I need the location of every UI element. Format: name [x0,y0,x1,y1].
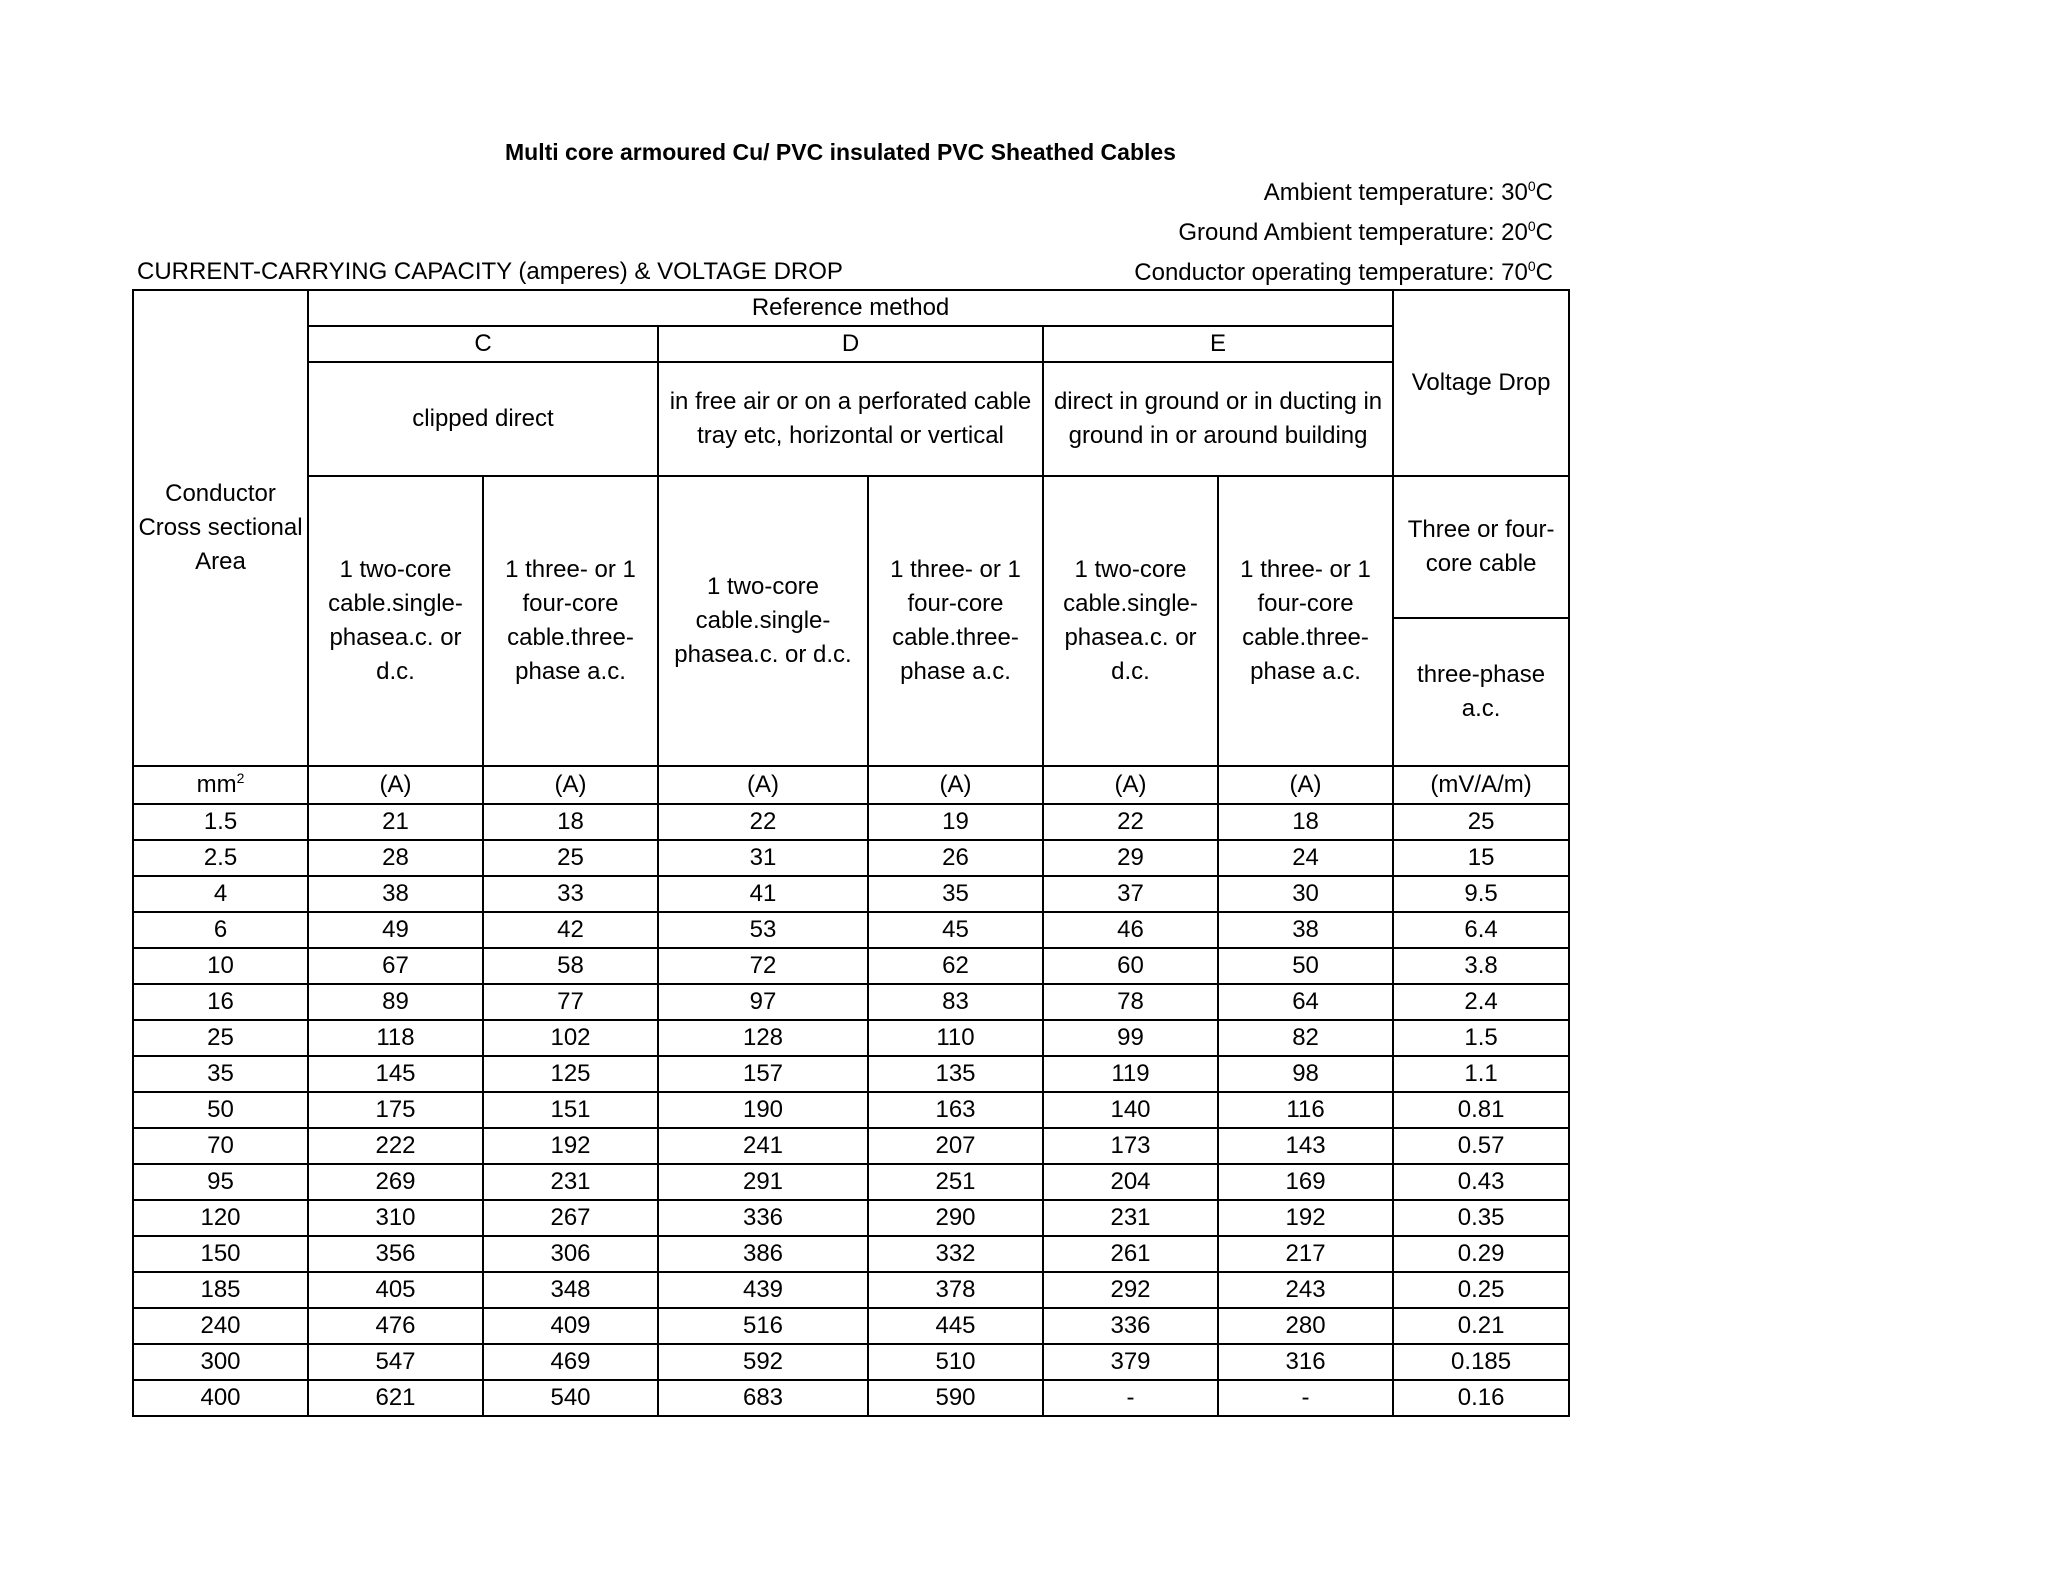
table-row [133,1164,1569,1200]
current-cell: 190 [658,1092,868,1128]
current-cell: 590 [868,1380,1043,1416]
current-cell: 547 [308,1344,483,1380]
voltage-drop-cell: 1.5 [1393,1020,1569,1056]
current-cell: 592 [658,1344,868,1380]
area-cell: 300 [133,1344,308,1380]
current-cell: - [1043,1380,1218,1416]
current-cell: 58 [483,948,658,984]
area-cell: 4 [133,876,308,912]
current-cell: 306 [483,1236,658,1272]
current-cell: 22 [1043,804,1218,840]
voltage-drop-cell: 9.5 [1393,876,1569,912]
voltage-drop-cell: 0.43 [1393,1164,1569,1200]
voltage-drop-cell: 2.4 [1393,984,1569,1020]
current-cell: 251 [868,1164,1043,1200]
current-cell: 192 [1218,1200,1393,1236]
cable-type-header: 1 three- or 1 four-core cable.three-phase a.c. [868,476,1043,766]
voltage-drop-cell: 0.29 [1393,1236,1569,1272]
current-cell: 60 [1043,948,1218,984]
voltage-drop-cell: 0.185 [1393,1344,1569,1380]
reference-method-header: Reference method [308,290,1393,326]
current-cell: 77 [483,984,658,1020]
current-cell: 72 [658,948,868,984]
current-cell: 135 [868,1056,1043,1092]
cable-capacity-table [132,289,1570,1417]
current-cell: 204 [1043,1164,1218,1200]
voltage-drop-cell: 0.35 [1393,1200,1569,1236]
current-cell: 169 [1218,1164,1393,1200]
current-cell: 62 [868,948,1043,984]
current-cell: 516 [658,1308,868,1344]
area-cell: 1.5 [133,804,308,840]
area-cell: 35 [133,1056,308,1092]
current-cell: 98 [1218,1056,1393,1092]
cable-type-header: 1 two-core cable.single-phasea.c. or d.c. [308,476,483,766]
current-cell: 82 [1218,1020,1393,1056]
current-cell: 291 [658,1164,868,1200]
ground-ambient-temperature: Ground Ambient temperature: $20^0C$ [1178,218,1553,246]
current-cell: 445 [868,1308,1043,1344]
current-cell: 26 [868,840,1043,876]
reference-method-row [133,290,1569,326]
current-cell: 316 [1218,1344,1393,1380]
table-row [133,1272,1569,1308]
current-cell: 49 [308,912,483,948]
current-cell: 157 [658,1056,868,1092]
amps-unit: (A) [1043,766,1218,804]
current-cell: 143 [1218,1128,1393,1164]
area-unit: $mm^2$ [133,766,308,804]
voltage-drop-cell: 1.1 [1393,1056,1569,1092]
current-cell: 25 [483,840,658,876]
current-cell: 469 [483,1344,658,1380]
amps-unit: (A) [658,766,868,804]
area-cell: 185 [133,1272,308,1308]
current-cell: 29 [1043,840,1218,876]
current-cell: 31 [658,840,868,876]
current-cell: 110 [868,1020,1043,1056]
current-cell: 378 [868,1272,1043,1308]
current-cell: 510 [868,1344,1043,1380]
voltage-drop-cell: 6.4 [1393,912,1569,948]
table-row [133,1236,1569,1272]
current-cell: 118 [308,1020,483,1056]
units-row [133,766,1569,804]
table-row [133,1380,1569,1416]
table-row [133,912,1569,948]
current-cell: 119 [1043,1056,1218,1092]
current-cell: 207 [868,1128,1043,1164]
area-cell: 6 [133,912,308,948]
area-cell: 70 [133,1128,308,1164]
area-cell: 50 [133,1092,308,1128]
current-cell: 24 [1218,840,1393,876]
current-cell: 145 [308,1056,483,1092]
table-row [133,1020,1569,1056]
method-e-description: direct in ground or in ducting in ground in or around building [1043,362,1393,476]
current-cell: 405 [308,1272,483,1308]
current-cell: 336 [658,1200,868,1236]
current-cell: - [1218,1380,1393,1416]
current-cell: 38 [1218,912,1393,948]
current-cell: 37 [1043,876,1218,912]
voltage-drop-cell: 25 [1393,804,1569,840]
current-cell: 99 [1043,1020,1218,1056]
current-cell: 53 [658,912,868,948]
current-cell: 116 [1218,1092,1393,1128]
current-cell: 269 [308,1164,483,1200]
method-d-description: in free air or on a perforated cable tray etc, horizontal or vertical [658,362,1043,476]
area-cell: 25 [133,1020,308,1056]
amps-unit: (A) [868,766,1043,804]
current-cell: 21 [308,804,483,840]
current-cell: 217 [1218,1236,1393,1272]
current-cell: 18 [1218,804,1393,840]
current-cell: 439 [658,1272,868,1308]
current-cell: 231 [1043,1200,1218,1236]
table-row [133,876,1569,912]
table-row [133,1344,1569,1380]
current-cell: 18 [483,804,658,840]
voltage-drop-header: Voltage Drop [1393,290,1569,476]
voltage-drop-cell: 0.25 [1393,1272,1569,1308]
table-row [133,840,1569,876]
current-cell: 290 [868,1200,1043,1236]
area-cell: 150 [133,1236,308,1272]
current-cell: 192 [483,1128,658,1164]
amps-unit: (A) [308,766,483,804]
current-cell: 476 [308,1308,483,1344]
voltage-drop-cell: 0.81 [1393,1092,1569,1128]
current-cell: 38 [308,876,483,912]
current-cell: 173 [1043,1128,1218,1164]
current-cell: 280 [1218,1308,1393,1344]
current-cell: 50 [1218,948,1393,984]
current-cell: 42 [483,912,658,948]
current-cell: 267 [483,1200,658,1236]
vd-unit: (mV/A/m) [1393,766,1569,804]
method-d-header: D [658,326,1043,362]
current-cell: 128 [658,1020,868,1056]
voltage-drop-cell: 0.21 [1393,1308,1569,1344]
area-cell: 16 [133,984,308,1020]
vd-phase-header: three-phase a.c. [1393,618,1569,766]
current-cell: 332 [868,1236,1043,1272]
voltage-drop-cell: 0.57 [1393,1128,1569,1164]
area-cell: 2.5 [133,840,308,876]
current-cell: 231 [483,1164,658,1200]
voltage-drop-cell: 15 [1393,840,1569,876]
area-cell: 120 [133,1200,308,1236]
current-cell: 292 [1043,1272,1218,1308]
cable-type-header: 1 three- or 1 four-core cable.three-phase a.c. [1218,476,1393,766]
current-cell: 241 [658,1128,868,1164]
table-row [133,1092,1569,1128]
current-cell: 261 [1043,1236,1218,1272]
table-row [133,1200,1569,1236]
area-cell: 400 [133,1380,308,1416]
current-cell: 64 [1218,984,1393,1020]
table-row [133,804,1569,840]
current-cell: 45 [868,912,1043,948]
current-cell: 67 [308,948,483,984]
current-cell: 683 [658,1380,868,1416]
method-e-header: E [1043,326,1393,362]
vd-cable-header: Three or four-core cable [1393,476,1569,618]
current-cell: 97 [658,984,868,1020]
current-cell: 28 [308,840,483,876]
amps-unit: (A) [483,766,658,804]
voltage-drop-cell: 0.16 [1393,1380,1569,1416]
current-cell: 163 [868,1092,1043,1128]
current-cell: 310 [308,1200,483,1236]
method-letter-row [133,326,1569,362]
current-cell: 89 [308,984,483,1020]
current-cell: 386 [658,1236,868,1272]
current-cell: 78 [1043,984,1218,1020]
cable-type-row [133,476,1569,618]
current-cell: 409 [483,1308,658,1344]
current-cell: 140 [1043,1092,1218,1128]
current-cell: 151 [483,1092,658,1128]
current-cell: 175 [308,1092,483,1128]
cable-type-header: 1 three- or 1 four-core cable.three-phase a.c. [483,476,658,766]
current-cell: 41 [658,876,868,912]
area-cell: 95 [133,1164,308,1200]
cable-type-header: 1 two-core cable.single-phasea.c. or d.c. [1043,476,1218,766]
current-cell: 348 [483,1272,658,1308]
area-cell: 240 [133,1308,308,1344]
area-cell: 10 [133,948,308,984]
current-cell: 379 [1043,1344,1218,1380]
conductor-operating-temperature: Conductor operating temperature: $70^0C$ [1134,258,1553,286]
area-header: Conductor Cross sectional Area [133,290,308,766]
table-row [133,1308,1569,1344]
current-cell: 356 [308,1236,483,1272]
current-cell: 33 [483,876,658,912]
voltage-drop-cell: 3.8 [1393,948,1569,984]
page-title: Multi core armoured Cu/ PVC insulated PVC Sheathed Cables [505,139,1176,165]
current-cell: 222 [308,1128,483,1164]
table-row [133,1056,1569,1092]
amps-unit: (A) [1218,766,1393,804]
method-c-header: C [308,326,658,362]
table-row [133,984,1569,1020]
current-cell: 19 [868,804,1043,840]
cable-type-header: 1 two-core cable.single-phasea.c. or d.c. [658,476,868,766]
current-cell: 540 [483,1380,658,1416]
current-cell: 30 [1218,876,1393,912]
table-row [133,1128,1569,1164]
table-caption: CURRENT-CARRYING CAPACITY (amperes) & VOLTAGE DROP [137,258,843,285]
current-cell: 243 [1218,1272,1393,1308]
method-c-description: clipped direct [308,362,658,476]
method-description-row [133,362,1569,476]
current-cell: 621 [308,1380,483,1416]
current-cell: 102 [483,1020,658,1056]
current-cell: 22 [658,804,868,840]
current-cell: 336 [1043,1308,1218,1344]
current-cell: 35 [868,876,1043,912]
current-cell: 125 [483,1056,658,1092]
current-cell: 46 [1043,912,1218,948]
table-row [133,948,1569,984]
ambient-temperature: Ambient temperature: $30^0C$ [1263,178,1553,206]
current-cell: 83 [868,984,1043,1020]
